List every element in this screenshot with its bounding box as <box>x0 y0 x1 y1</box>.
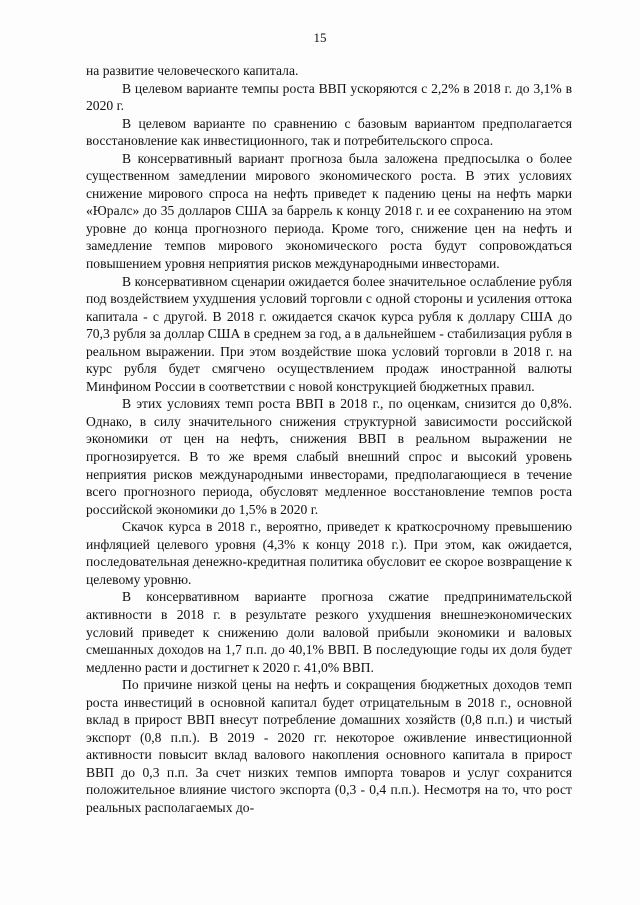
paragraph: В целевом варианте по сравнению с базовым вариантом предполагается восстановление как инвестиционного, так и потребительского спроса. <box>86 115 572 149</box>
paragraph: В консервативном варианте прогноза сжатие предпринимательской активности в 2018 г. в результате резкого ухудшения внешнеэкономических условий приведет к снижению доли валовой прибыли экономики и валовых смешанных доходов на 1,7 п.п. до 40,1% ВВП. В последующие годы их доля будет медленно расти и достигнет к 2020 г. 41,0% ВВП. <box>86 589 572 675</box>
body-text <box>86 62 572 817</box>
paragraph: По причине низкой цены на нефть и сокращения бюджетных доходов темп роста инвестиций в основной капитал будет отрицательным в 2018 г., основной вклад в прирост ВВП внесут потребление домашних хозяйств (0,8 п.п.) и чистый экспорт (0,8 п.п.). В 2019 - 2020 гг. некоторое оживление инвестиционной активности повысит вклад валового накопления основного капитала в прирост ВВП до 0,3 п.п. За счет низких темпов импорта товаров и услуг сохранится положительное влияние чистого экспорта (0,3 - 0,4 п.п.). Несмотря на то, что рост реальных располагаемых до- <box>86 677 572 815</box>
paragraph: В целевом варианте темпы роста ВВП ускоряются с 2,2% в 2018 г. до 3,1% в 2020 г. <box>86 80 572 114</box>
page-number: 15 <box>313 30 327 45</box>
paragraph: В этих условиях темп роста ВВП в 2018 г., по оценкам, снизится до 0,8%. Однако, в силу значительного снижения структурной зависимости российской экономики от цен на нефть, снижения ВВП в реальном выражении не прогнозируется. В то же время слабый внешний спрос и высокий уровень неприятия рисков международными инвесторами, предполагающиеся в течение всего прогнозного периода, обусловят медленное восстановление темпов роста российской экономики до 1,5% в 2020 г. <box>86 396 572 517</box>
paragraph-continuation: на развитие человеческого капитала. <box>86 63 299 78</box>
paragraph: Скачок курса в 2018 г., вероятно, приведет к краткосрочному превышению инфляцией целевого уровня (4,3% к концу 2018 г.). При этом, как ожидается, последовательная денежно-кредитная политика обусловит ее скорое возвращение к целевому уровню. <box>86 519 572 587</box>
paragraph: В консервативный вариант прогноза была заложена предпосылка о более существенном замедлении мирового экономического роста. В этих условиях снижение мирового спроса на нефть приведет к падению цены на нефть марки «Юралс» до 35 долларов США за баррель к концу 2018 г. и ее сохранению на этом уровне до конца прогнозного периода. Кроме того, снижение цен на нефть и замедление темпов мирового экономического роста будут сопровождаться повышением уровня неприятия рисков международными инвесторами. <box>86 150 572 272</box>
paragraph: В консервативном сценарии ожидается более значительное ослабление рубля под воздействием ухудшения условий торговли с одной стороны и усиления оттока капитала - с другой. В 2018 г. ожидается скачок курса рубля к доллару США до 70,3 рубля за доллар США в среднем за год, а в дальнейшем - стабилизация рубля в реальном выражении. При этом воздействие шока условий торговли в 2018 г. на курс рубля будет смягчено осуществлением продаж иностранной валюты Минфином России в соответствии с новой конструкцией бюджетных правил. <box>86 273 572 394</box>
